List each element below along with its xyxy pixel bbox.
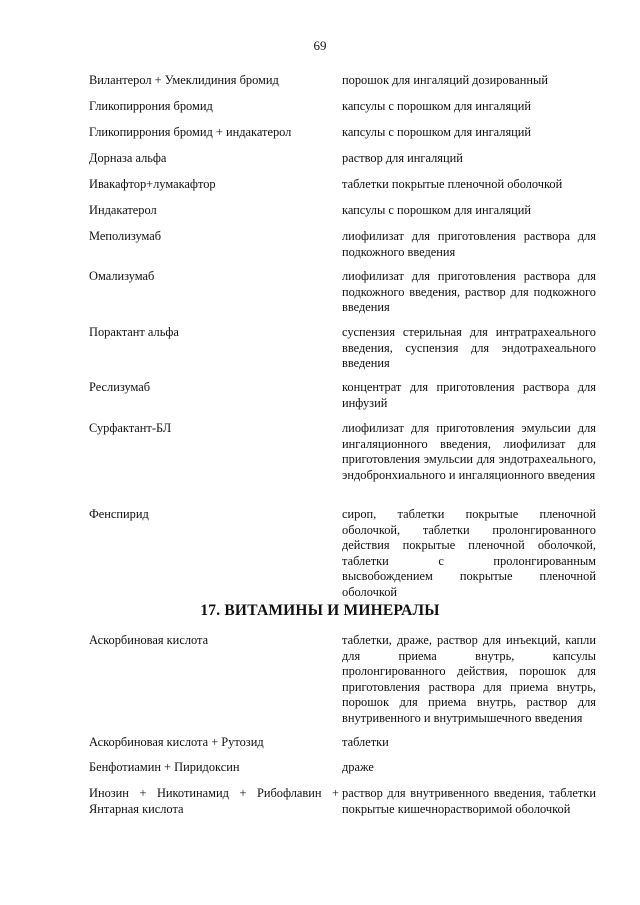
dosage-form: таблетки, драже, раствор для инъекций, капли для приема внутрь, капсулы пролонгированного действия, порошок для приготовления раствора для приема внутрь, порошок для приема внутрь, раствор для внутривенного и внутримышечного введения (342, 633, 596, 725)
drug-name: Индакатерол (89, 203, 157, 217)
drug-name: Омализумаб (89, 269, 155, 283)
drug-name: Реслизумаб (89, 380, 151, 394)
dosage-form: таблетки (342, 735, 389, 749)
drug-name: Порактант альфа (89, 325, 179, 339)
dosage-form: раствор для ингаляций (342, 151, 463, 165)
dosage-form: концентрат для приготовления раствора для инфузий (342, 380, 596, 410)
page-number: 69 (313, 38, 327, 53)
dosage-form: лиофилизат для приготовления раствора для подкожного введения, раствор для подкожного введения (342, 269, 596, 315)
dosage-form: лиофилизат для приготовления эмульсии для ингаляционного введения, лиофилизат для приготовления эмульсии для эндотрахеального, эндобронхиального и ингаляционного введения (342, 421, 596, 482)
drug-name: Гликопиррония бромид (89, 99, 213, 113)
dosage-form: капсулы с порошком для ингаляций (342, 125, 532, 139)
drug-name: Фенспирид (89, 507, 149, 521)
drug-name: Сурфактант-БЛ (89, 421, 172, 435)
drug-name: Бенфотиамин + Пиридоксин (89, 760, 240, 774)
drug-name: Аскорбиновая кислота + Рутозид (89, 735, 264, 749)
drug-name: Вилантерол + Умеклидиния бромид (89, 73, 279, 87)
section-title: 17. ВИТАМИНЫ И МИНЕРАЛЫ (200, 602, 440, 619)
drug-name: Меполизумаб (89, 229, 162, 243)
dosage-form: сироп, таблетки покрытые пленочной оболочкой, таблетки пролонгированного действия покрытые пленочной оболочкой, таблетки с пролонгированным высвобождением покрытые пленочной оболочкой (342, 507, 596, 599)
dosage-form: таблетки покрытые пленочной оболочкой (342, 177, 563, 191)
drug-name: Дорназа альфа (89, 151, 167, 165)
dosage-form: раствор для внутривенного введения, таблетки покрытые кишечнорастворимой оболочкой (342, 786, 596, 816)
dosage-form: суспензия стерильная для интратрахеального введения, суспензия для эндотрахеального введения (342, 325, 596, 371)
drug-name: Ивакафтор+лумакафтор (89, 177, 216, 191)
dosage-form: драже (342, 760, 374, 774)
drug-name: Аскорбиновая кислота (89, 633, 209, 647)
dosage-form: капсулы с порошком для ингаляций (342, 99, 532, 113)
dosage-form: капсулы с порошком для ингаляций (342, 203, 532, 217)
drug-name: Инозин + Никотинамид + Рибофлавин + Янтарная кислота (89, 786, 339, 816)
dosage-form: порошок для ингаляций дозированный (342, 73, 549, 87)
dosage-form: лиофилизат для приготовления раствора для подкожного введения (342, 229, 596, 259)
drug-name: Гликопиррония бромид + индакатерол (89, 125, 292, 139)
